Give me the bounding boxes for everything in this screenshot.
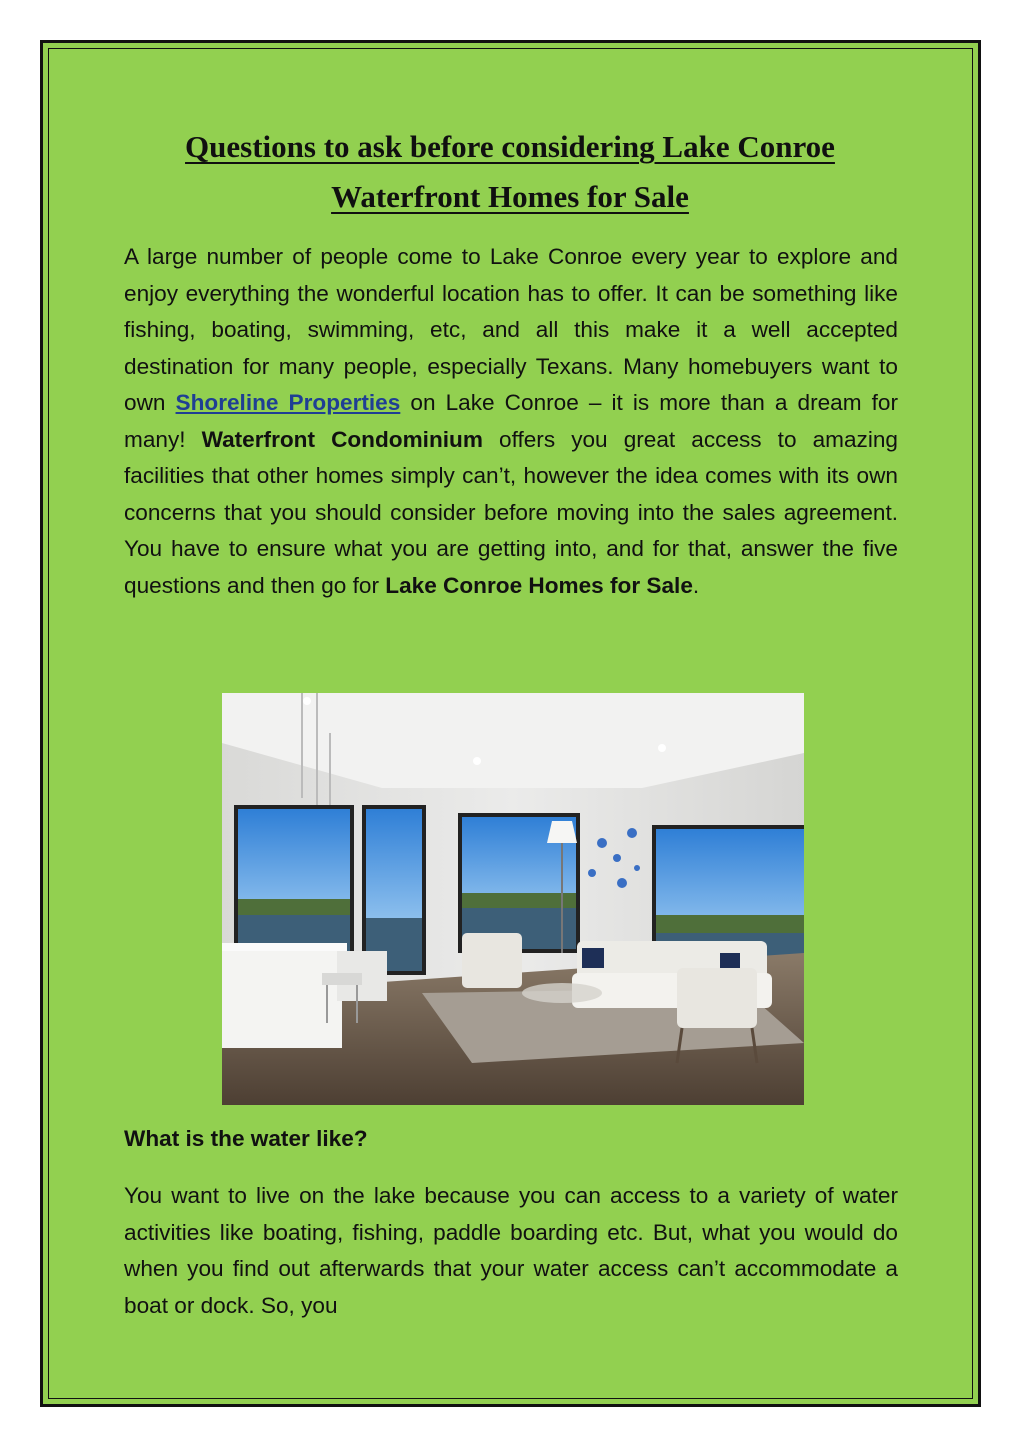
document-title: Questions to ask before considering Lake Conroe Waterfront Homes for Sale [185,129,835,214]
intro-text-3: offers you great access to amazing facilities that other homes simply can’t, however the idea comes with its own concerns that you should consider before moving into the sales agreement. You have to ensure what you are getting into, and for that, answer the five questions and then go for [124,426,899,598]
shoreline-properties-link[interactable]: Shoreline Properties [175,390,401,415]
intro-text-2: on Lake Conroe – it is more than a dream for many! [124,390,898,452]
section-paragraph: You want to live on the lake because you can access to a variety of water activities like boating, fishing, paddle boarding etc. But, what you would do when you find out afterwards that your water access can’t accommodate a boat or dock. So, you [124,1183,898,1318]
section-heading: What is the water like? [124,1126,368,1151]
intro-paragraph [124,239,898,604]
living-room-photo [222,693,804,1105]
waterfront-condominium-bold: Waterfront Condominium [201,426,483,452]
lake-conroe-homes-bold: Lake Conroe Homes for Sale [385,572,693,598]
intro-text-1: A large number of people come to Lake Conroe every year to explore and enjoy everything the wonderful location has to offer. It can be something like fishing, boating, swimming, etc, and all this make it a well accepted destination for many people, especially Texans. Many homebuyers want to own [124,244,898,415]
intro-text-4: . [692,572,700,598]
